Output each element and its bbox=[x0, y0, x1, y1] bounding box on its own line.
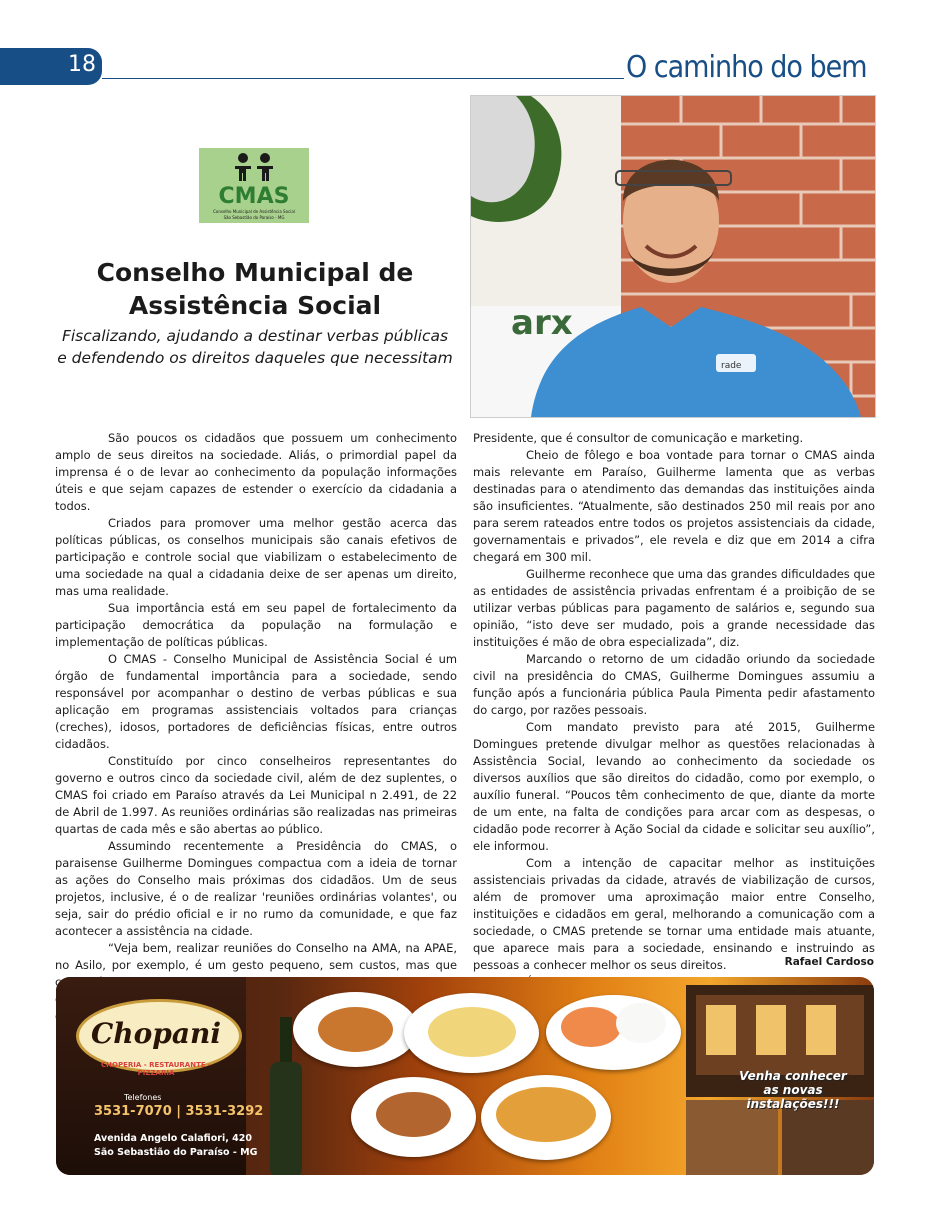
paragraph: Com a intenção de capacitar melhor as instituições assistenciais privadas da cidade, através de viabilização de cursos, além de promover uma aproximação maior entre Conselho, instituições e cidadãos em geral, melhorando a comunicação com a sociedade, o CMAS pretende se tornar uma entidade mais atuante, que aparece mais para a sociedade, ensinando e instruindo as pessoas a conhecer melhor os seus direitos. bbox=[473, 856, 875, 972]
page-number: 18 bbox=[68, 52, 96, 77]
paragraph: Marcando o retorno de um cidadão oriundo da sociedade civil na presidência do CMAS, Guilherme Domingues assumiu a função após a funcionária pública Paula Pimenta pedir afastamento do cargo, por razões pessoais. bbox=[473, 652, 875, 717]
address-line-2: São Sebastião do Paraíso - MG bbox=[94, 1147, 258, 1158]
article-subtitle: Fiscalizando, ajudando a destinar verbas públicas e defendendo os direitos daqueles que necessitam bbox=[57, 327, 453, 367]
cmas-logo bbox=[199, 148, 309, 223]
article-title: Conselho Municipal de Assistência Social bbox=[96, 258, 414, 320]
address-line-1: Avenida Angelo Calafiori, 420 bbox=[94, 1133, 252, 1144]
portrait-photo bbox=[470, 95, 876, 418]
shirt-logo-text: rade bbox=[721, 361, 742, 371]
paragraph: Presidente, que é consultor de comunicação e marketing. bbox=[473, 431, 804, 445]
brand-tagline: CHOPERIA - RESTAURANTE - PIZZARIA bbox=[101, 1061, 211, 1077]
food-image bbox=[496, 1087, 596, 1142]
callout-line-1: Venha conhecer bbox=[739, 1069, 847, 1083]
paragraph: Sua importância está em seu papel de fortalecimento da participação democrática da população na formulação e implementação de políticas públicas. bbox=[55, 601, 457, 649]
paragraph: São poucos os cidadãos que possuem um conhecimento amplo de seus direitos na sociedade. Aliás, o primordial papel da imprensa é o de levar ao conhecimento da população informações úteis e que sejam capazes de estender o exercício da cidadania a todos. bbox=[55, 431, 457, 513]
article-column-2 bbox=[473, 430, 875, 991]
paragraph: “Veja bem, realizar reuniões do Conselho na AMA, na APAE, no Asilo, por exemplo, é um gesto pequeno, sem custos, mas que bbox=[55, 941, 457, 972]
food-image bbox=[376, 1092, 451, 1137]
brand-name: Chopani bbox=[90, 1017, 222, 1050]
paragraph: Com mandato previsto para até 2015, Guilherme Domingues pretende divulgar melhor as questões relacionadas à Assistência Social, levando ao conhecimento da sociedade os diversos auxílios que são direitos do cidadão, como por exemplo, o auxílio funeral. “Poucos têm conhecimento de que, diante da morte de um ente, na falta de condições para arcar com as despesas, o cidadão pode recorrer à Ação Social da cidade e solicitar seu auxílio”, ele informou. bbox=[473, 720, 875, 853]
food-image bbox=[616, 1003, 666, 1043]
phone-numbers: 3531-7070 | 3531-3292 bbox=[94, 1104, 264, 1119]
paragraph: Guilherme reconhece que uma das grandes dificuldades que as entidades de assistência privadas enfrentam é a proibição de se utilizar verbas públicas para pagamento de salários e, segundo sua opinião, “isto deve ser mudado, pois a grande necessidade das instituições é mão de obra especializada”, diz. bbox=[473, 567, 875, 649]
paragraph: Assumindo recentemente a Presidência do CMAS, o paraisense Guilherme Domingues compactua com a ideia de tornar as ações do Conselho mais próximas dos cidadãos. Um de seus projetos, inclusive, é o de realizar 'reuniões ordinárias volantes', ou seja, sair do prédio oficial e ir no rumo da comunidade, e que faz acontecer a assistência na cidade. bbox=[55, 839, 457, 938]
paragraph: Constituído por cinco conselheiros representantes do governo e outros cinco da sociedade civil, além de dez suplentes, o CMAS foi criado em Paraíso através da Lei Municipal n 2.491, de 22 de Abril de 1.997. As reuniões ordinárias são realizadas nas primeiras quartas de cada mês e são abertas ao público. bbox=[55, 754, 457, 836]
paragraph: Cheio de fôlego e boa vontade para tornar o CMAS ainda mais relevante em Paraíso, Guilherme lamenta que as verbas destinadas para o atendimento das demandas das instituições ainda são insuficientes. “Atualmente, são destinados 250 mil reais por ano para serem rateados entre todos os projetos assistenciais da cidade, governamentais e privados”, ele revela e diz que em 2014 a cifra chegará em 300 mil. bbox=[473, 448, 875, 564]
food-image bbox=[318, 1007, 393, 1052]
callout-text bbox=[718, 1069, 868, 1111]
phones-label: Telefones bbox=[124, 1093, 162, 1102]
paragraph: Criados para promover uma melhor gestão acerca das políticas públicas, os conselhos municipais são canais efetivos de participação e controle social que viabilizam o estabelecimento de uma sociedade na qual a cidadania deixe de ser apenas um direito, mas uma realidade. bbox=[55, 516, 457, 598]
food-image bbox=[428, 1007, 516, 1057]
callout-line-2: as novas instalações!!! bbox=[746, 1083, 840, 1111]
people-icon bbox=[199, 148, 309, 223]
article-column-1 bbox=[55, 430, 457, 1025]
logo-caption-2: São Sebastião do Paraíso - MG bbox=[223, 215, 285, 220]
section-title: O caminho do bem bbox=[626, 50, 867, 85]
food-image bbox=[561, 1007, 621, 1047]
header-rule bbox=[102, 78, 624, 79]
wall-text: arx bbox=[511, 303, 573, 343]
chopani-advertisement bbox=[56, 977, 874, 1175]
author-signature: Rafael Cardoso bbox=[784, 956, 874, 968]
logo-acronym: CMAS bbox=[218, 184, 290, 209]
logo-caption-1: Conselho Municipal de Assistência Social bbox=[213, 209, 295, 214]
paragraph: O CMAS - Conselho Municipal de Assistência Social é um órgão de fundamental importância para a sociedade, sendo responsável por acompanhar o destino de verbas públicas e sua aplicação em programas assistenciais voltados para crianças (creches), idosos, portadores de deficiências físicas, entre outros cidadãos. bbox=[55, 652, 457, 751]
